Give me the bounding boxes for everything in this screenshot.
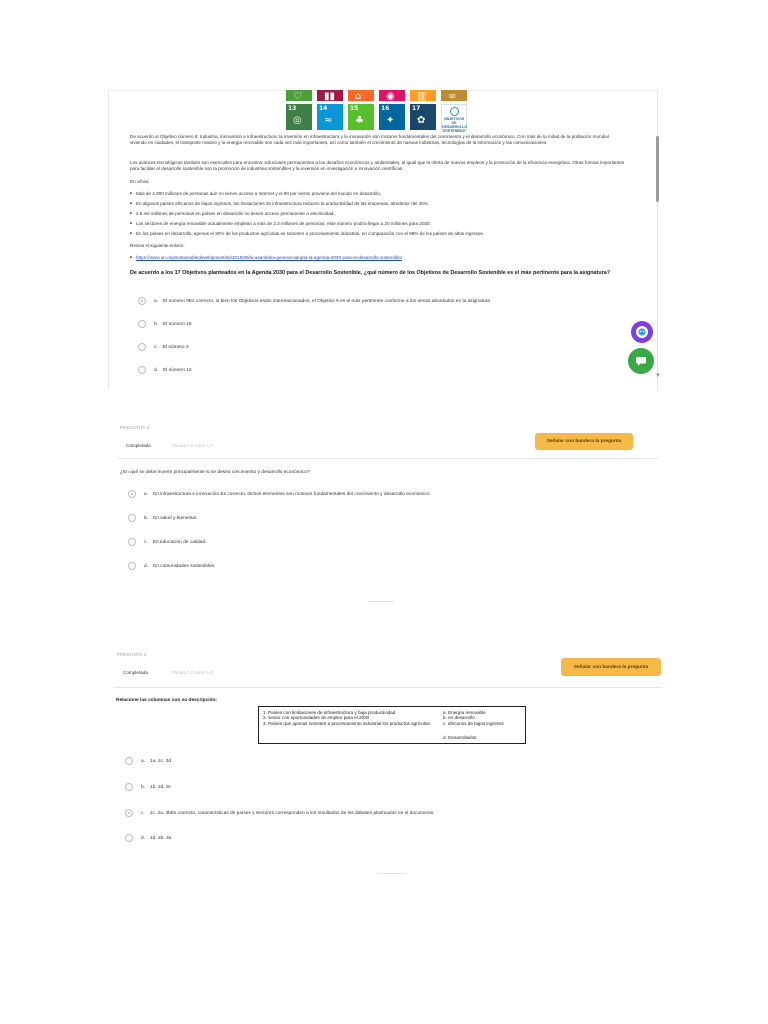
option-letter: c. bbox=[154, 344, 158, 350]
option-text: 1b, 2d, 3c bbox=[150, 784, 172, 790]
sdg-number: 14 bbox=[319, 105, 328, 112]
tree-icon: ♣ bbox=[355, 115, 364, 126]
assistant-icon bbox=[635, 325, 649, 339]
sdg-number: 13 bbox=[288, 105, 297, 112]
q3-option-d[interactable] bbox=[125, 834, 171, 842]
radio[interactable] bbox=[128, 538, 136, 546]
option-text: En salud y bienestar. bbox=[153, 515, 198, 521]
q2-label: PREGUNTA 2 bbox=[120, 425, 150, 430]
q2-option-c[interactable] bbox=[128, 538, 206, 546]
sdg-tile bbox=[410, 90, 436, 101]
sdg-tile bbox=[317, 104, 343, 130]
matching-left-column bbox=[263, 710, 443, 726]
radio[interactable] bbox=[125, 757, 133, 765]
option-text: El número 3 bbox=[162, 344, 189, 350]
fish-icon: ≈ bbox=[324, 115, 333, 126]
buildings-icon: ▥ bbox=[417, 91, 427, 101]
option-text: El número 12 bbox=[163, 367, 192, 373]
option-letter: a. bbox=[141, 758, 146, 764]
option-text: El número 16 bbox=[163, 321, 192, 327]
option-text: En infraestructura e innovación.Es correcto, dichos elementos son motores fundamentales del crecimiento y desarrollo económico bbox=[153, 491, 430, 497]
section-separator bbox=[368, 601, 394, 602]
q1-review-label: Revisa el siguiente enlace: bbox=[130, 243, 185, 248]
bar-chart-icon: ▮▮ bbox=[324, 91, 336, 101]
q1-question-text: De acuerdo a los 17 Objetivos planteados en la Agenda 2030 para el Desarrollo Sostenible, ¿qué número de los Objetivos de Desarrollo Sostenible es el más pertinente para la asignatura? bbox=[130, 270, 611, 276]
option-letter: c. bbox=[141, 810, 145, 816]
radio[interactable] bbox=[138, 343, 146, 351]
sdg-tile bbox=[441, 90, 467, 101]
q1-option-a[interactable] bbox=[138, 297, 490, 305]
option-text: El número 9Es correcto, si bien los Objetivos están interrelacionados, el Objetivo 9 es el más pertinente conforme a los temas abordados en la asignatura bbox=[163, 298, 490, 304]
q3-question-text: Relacione las columnas con su descripción: bbox=[116, 698, 218, 703]
q1-option-d[interactable] bbox=[138, 366, 192, 374]
q2-option-d[interactable] bbox=[128, 562, 215, 570]
matching-right-column bbox=[443, 710, 525, 741]
matching-right-item: d. Desarrollados bbox=[443, 735, 477, 741]
radio-selected[interactable] bbox=[125, 809, 133, 817]
chat-message-bubble[interactable] bbox=[628, 348, 654, 374]
matching-right-item: c. africanos de bajos ingresos bbox=[443, 720, 504, 726]
q2-state: Completada bbox=[126, 443, 151, 448]
q1-figures-label: En cifras: bbox=[130, 179, 150, 184]
option-letter: b. bbox=[144, 515, 149, 521]
option-text: En comunidades sostenibles. bbox=[153, 563, 216, 569]
option-text: En educación de calidad. bbox=[152, 539, 207, 545]
q1-option-b[interactable] bbox=[138, 320, 192, 328]
q3-score: Puntúa 1,0 sobre 1,0 bbox=[172, 670, 213, 675]
q3-state: Completada bbox=[123, 670, 148, 675]
heart-monitor-icon: ♡ bbox=[293, 91, 302, 101]
option-letter: a. bbox=[144, 491, 149, 497]
sdg-logo: OBJETIVOS DE DESARROLLO SOSTENIBLE bbox=[441, 104, 467, 130]
sdg-number: 16 bbox=[381, 105, 390, 112]
q1-paragraph-2: Los avances tecnológicos también son esenciales para encontrar soluciones permanentes a los desafíos económicos y ambientales, al igual que la oferta de nuevos empleos y la promoción de la eficiencia energética. Otras formas importantes para facilitar el desarrollo sostenible son la promoción de industrias sostenibles y la inversión en investigación e innovación científicas. bbox=[130, 160, 625, 172]
radio[interactable] bbox=[125, 834, 133, 842]
radio[interactable] bbox=[128, 562, 136, 570]
q2-flag-button[interactable]: Señalar con bandera la pregunta bbox=[535, 433, 633, 450]
equality-icon: ◉ bbox=[386, 91, 395, 101]
option-letter: a. bbox=[154, 298, 159, 304]
sdg-tile bbox=[286, 104, 312, 130]
q1-bullet: ■ En algunos países africanos de bajos ingresos, las limitaciones de infraestructura reducen la productividad de las empresas, alrededor del 40%. bbox=[130, 200, 630, 207]
sdg-tile bbox=[286, 90, 312, 101]
sdg-number: 15 bbox=[350, 105, 359, 112]
section-separator bbox=[378, 873, 406, 874]
divider bbox=[118, 458, 658, 459]
q1-bullet: ■ 2.6 mil millones de personas en países en desarrollo no tienen acceso permanente a electricidad. bbox=[130, 210, 630, 217]
dove-icon: ✦ bbox=[386, 115, 395, 126]
sdg-number: 17 bbox=[412, 105, 421, 112]
q1-option-c[interactable] bbox=[138, 343, 189, 351]
sdg-tile bbox=[379, 90, 405, 101]
sdg-tile bbox=[348, 104, 374, 130]
q3-option-b[interactable] bbox=[125, 783, 171, 791]
matching-left-item: 3. Países que apenas someten a procesamiento industrial los productos agrícolas. bbox=[263, 720, 432, 726]
globe-eye-icon: ◎ bbox=[293, 115, 302, 126]
option-text: 1d. 2b. 3a bbox=[150, 835, 172, 841]
q2-question-text: ¿En qué se debe invertir principalmente si se desea crecimiento y desarrollo económico? bbox=[120, 470, 310, 475]
q1-bullet: ■ En los países en desarrollo, apenas el 30% de los productos agrícolas se someten a procesamiento industrial, en comparación con el 98% de los países de altos ingresos. bbox=[130, 230, 630, 237]
q2-score: Puntúa 1,0 sobre 1,0 bbox=[172, 443, 213, 448]
matching-left-item: 1. Países con limitaciones de infraestructura y baja productividad bbox=[263, 710, 396, 715]
option-letter: c. bbox=[144, 539, 148, 545]
radio[interactable] bbox=[128, 514, 136, 522]
scroll-down-arrow-icon[interactable]: ▼ bbox=[655, 373, 661, 379]
option-text: 1c, 2a, 3bEs correcto, características de países y sectores corresponden a los resultados de los debates plasmados en el documento bbox=[149, 810, 434, 816]
q3-label: PREGUNTA 3 bbox=[117, 652, 147, 657]
divider bbox=[114, 687, 662, 688]
city-icon: ⌂ bbox=[355, 91, 362, 101]
message-icon bbox=[635, 355, 647, 367]
infinity-icon: ∞ bbox=[448, 91, 457, 101]
radio[interactable] bbox=[138, 366, 146, 374]
option-letter: b. bbox=[154, 321, 159, 327]
option-text: 1a, 2c, 3d bbox=[150, 758, 172, 764]
q3-option-c[interactable] bbox=[125, 809, 433, 817]
option-letter: d. bbox=[154, 367, 159, 373]
radio[interactable] bbox=[138, 320, 146, 328]
matching-left-item: 2. sector con oportunidades de empleo para el 2030 bbox=[263, 715, 370, 721]
matching-right-item: a. Energía renovable bbox=[443, 710, 486, 715]
q2-option-b[interactable] bbox=[128, 514, 198, 522]
radio-selected[interactable] bbox=[128, 490, 136, 498]
q3-option-a[interactable] bbox=[125, 757, 171, 765]
q3-flag-button[interactable]: Señalar con bandera la pregunta bbox=[561, 658, 661, 676]
q1-bullet: ■ Los sectores de energía renovable actualmente emplean a más de 2.3 millones de personas; este número podría llegar a 20 millones para 2030. bbox=[130, 220, 630, 227]
q1-paragraph-1: De acuerdo al Objetivo número 9: Industria, innovación e infraestructura: la inversión en infraestructura y la innovación son motores fundamentales del crecimiento y el desarrollo económico. Con más de la mitad de la población mundial viviendo en ciudades, el transporte masivo y la energía renovable son cada vez más importantes, así como también el crecimiento de nuevas industrias, tecnologías de la información y las comunicaciones. bbox=[130, 134, 609, 146]
partnership-icon: ✿ bbox=[417, 115, 426, 126]
sdg-tile bbox=[348, 90, 374, 101]
chat-assistant-bubble[interactable] bbox=[631, 321, 653, 343]
agenda-2030-link[interactable]: https://www.un.org/sustainabledevelopment/es/2015/09/la-asamblea-general-adopta-la-agenda-2030-para-el-desarrollo-sostenible/ bbox=[135, 255, 403, 260]
matching-table bbox=[258, 706, 526, 744]
option-letter: b. bbox=[141, 784, 146, 790]
sdg-tile bbox=[379, 104, 405, 130]
option-letter: d. bbox=[141, 835, 146, 841]
sdg-tile bbox=[317, 90, 343, 101]
q1-link-item bbox=[130, 254, 630, 261]
q2-option-a[interactable] bbox=[128, 490, 430, 498]
option-letter: d. bbox=[144, 563, 149, 569]
radio-selected[interactable] bbox=[138, 297, 146, 305]
q1-bullet: ■ Más de 4,000 millones de personas aún no tienen acceso a Internet y el 90 por ciento proviene del mundo en desarrollo. bbox=[130, 190, 630, 197]
scrollbar-thumb[interactable] bbox=[656, 136, 659, 202]
sdg-tile bbox=[410, 104, 436, 130]
matching-right-item: b. en desarrollo bbox=[443, 715, 475, 721]
radio[interactable] bbox=[125, 783, 133, 791]
